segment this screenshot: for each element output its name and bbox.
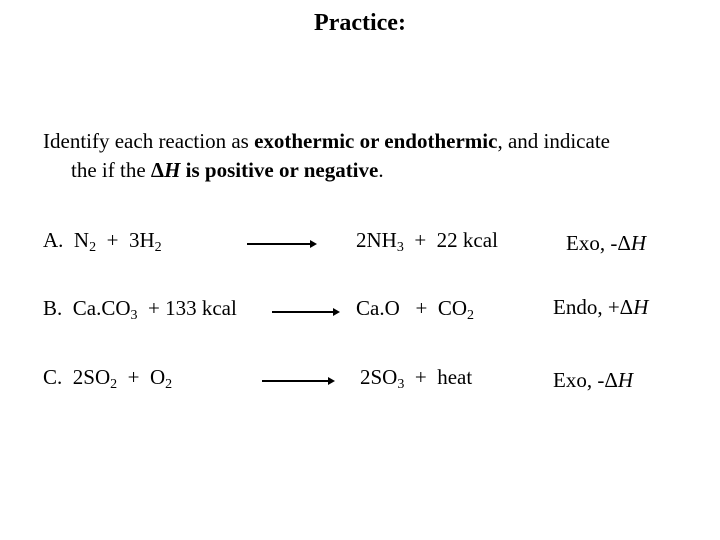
reaction-b-answer — [553, 295, 648, 320]
instructions-emphasis: is positive or negative — [180, 158, 379, 182]
subscript: 2 — [165, 377, 173, 392]
reaction-a-answer — [566, 231, 646, 256]
reaction-a-products — [356, 228, 498, 253]
reaction-arrow — [247, 243, 315, 245]
formula-part: Ca.O + CO — [356, 296, 468, 320]
subscript: 2 — [467, 308, 475, 323]
formula-part: O — [149, 365, 166, 389]
delta-symbol: Δ — [619, 295, 634, 319]
subscript: 2 — [154, 240, 162, 255]
formula-part: N — [73, 228, 90, 252]
reaction-b-products — [356, 296, 474, 321]
formula-part: Ca.CO — [72, 296, 131, 320]
formula-part: + heat — [404, 365, 473, 389]
instructions — [43, 127, 610, 185]
instructions-text: the if the — [71, 158, 151, 182]
enthalpy-symbol: H — [617, 368, 634, 392]
enthalpy-symbol: H — [633, 295, 649, 319]
subscript: 2 — [110, 377, 118, 392]
subscript: 3 — [396, 240, 404, 255]
instructions-line-2 — [43, 156, 610, 185]
formula-part: + — [96, 228, 129, 252]
instructions-line-1 — [43, 127, 610, 156]
reaction-label: C. — [43, 365, 63, 389]
reaction-arrow — [272, 311, 338, 313]
delta-symbol: Δ — [150, 158, 165, 182]
formula-part: + 22 kcal — [403, 228, 498, 252]
instructions-emphasis: exothermic or endothermic — [254, 129, 498, 153]
enthalpy-symbol: H — [630, 231, 647, 255]
answer-text: Endo, + — [553, 295, 620, 319]
subscript: 3 — [397, 377, 405, 392]
slide-title: Practice: — [314, 10, 406, 36]
instructions-text: . — [378, 158, 384, 182]
subscript: 2 — [89, 240, 97, 255]
formula-part: 2SO — [360, 365, 398, 389]
subscript: 3 — [130, 308, 138, 323]
answer-text: Exo, - — [566, 231, 618, 255]
delta-symbol: Δ — [617, 231, 631, 255]
instructions-text: Identify each reaction as — [43, 129, 255, 153]
reaction-c-products — [360, 365, 472, 390]
formula-part: 2NH — [356, 228, 397, 252]
reaction-b-reactants — [43, 296, 237, 321]
enthalpy-symbol: H — [164, 158, 181, 182]
reaction-c-answer — [553, 368, 633, 393]
delta-symbol: Δ — [604, 368, 618, 392]
reaction-label: B. — [43, 296, 63, 320]
formula-part: 2SO — [72, 365, 111, 389]
answer-text: Exo, - — [553, 368, 605, 392]
instructions-text: , and indicate — [497, 129, 610, 153]
formula-part: + 133 kcal — [137, 296, 237, 320]
reaction-a-reactants — [43, 228, 162, 253]
reaction-arrow — [262, 380, 333, 382]
reaction-label: A. — [43, 228, 64, 252]
formula-part: 3H — [128, 228, 155, 252]
reaction-c-reactants — [43, 365, 172, 390]
formula-part: + — [117, 365, 150, 389]
